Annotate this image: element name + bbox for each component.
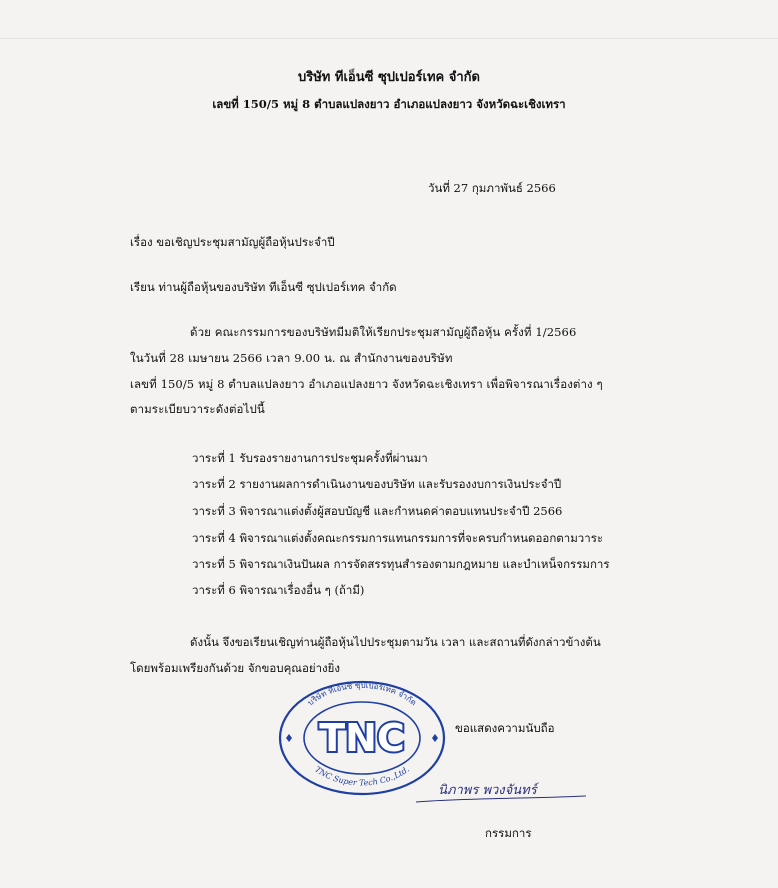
agenda-item: วาระที่ 2 รายงานผลการดำเนินงานของบริษัท และรับรองงบการเงินประจำปี (192, 477, 562, 491)
stamp-top-text: บริษัท ทีเอ็นซี ซุปเปอร์เทค จำกัด (305, 680, 419, 708)
letter-recipient: เรียน ท่านผู้ถือหุ้นของบริษัท ทีเอ็นซี ซุปเปอร์เทค จำกัด (130, 280, 397, 294)
agenda-item: วาระที่ 5 พิจารณาเงินปันผล การจัดสรรทุนสำรองตามกฎหมาย และบำเหน็จกรรมการ (192, 557, 610, 571)
signatory-role: กรรมการ (485, 826, 532, 840)
closing-line: ดังนั้น จึงขอเรียนเชิญท่านผู้ถือหุ้นไปประชุมตามวัน เวลา และสถานที่ดังกล่าวข้างต้น (190, 635, 601, 649)
body-line: เลขที่ 150/5 หมู่ 8 ตำบลแปลงยาว อำเภอแปลงยาว จังหวัดฉะเชิงเทรา เพื่อพิจารณาเรื่องต่าง ๆ (130, 377, 603, 391)
agenda-item: วาระที่ 3 พิจารณาแต่งตั้งผู้สอบบัญชี และกำหนดค่าตอบแทนประจำปี 2566 (192, 504, 563, 518)
paper-fold-line (0, 38, 778, 39)
body-line: ในวันที่ 28 เมษายน 2566 เวลา 9.00 น. ณ สำนักงานของบริษัท (130, 351, 453, 365)
letter-subject: เรื่อง ขอเชิญประชุมสามัญผู้ถือหุ้นประจำปี (130, 235, 335, 249)
stamp-bottom-text: TNC Super Tech Co.,Ltd. (313, 764, 411, 788)
agenda-item: วาระที่ 4 พิจารณาแต่งตั้งคณะกรรมการแทนกรรมการที่จะครบกำหนดออกตามวาระ (192, 531, 604, 545)
agenda-item: วาระที่ 6 พิจารณาเรื่องอื่น ๆ (ถ้ามี) (192, 583, 365, 597)
agenda-item: วาระที่ 1 รับรองรายงานการประชุมครั้งที่ผ่านมา (192, 451, 428, 465)
closing-line: โดยพร้อมเพรียงกันด้วย จักขอบคุณอย่างยิ่ง (130, 661, 341, 675)
stamp-logo-text: TNC (319, 716, 405, 760)
body-line: ด้วย คณะกรรมการของบริษัทมีมติให้เรียกประชุมสามัญผู้ถือหุ้น ครั้งที่ 1/2566 (190, 325, 577, 339)
signature-script: นิภาพร พวงจันทร์ (438, 783, 537, 798)
signature (410, 772, 590, 812)
regards-line: ขอแสดงความนับถือ (455, 721, 555, 735)
body-line: ตามระเบียบวาระดังต่อไปนี้ (130, 402, 265, 416)
company-name: บริษัท ทีเอ็นซี ซุปเปอร์เทค จำกัด (298, 70, 480, 85)
letter-date: วันที่ 27 กุมภาพันธ์ 2566 (428, 181, 556, 195)
company-address: เลขที่ 150/5 หมู่ 8 ตำบลแปลงยาว อำเภอแปลงยาว จังหวัดฉะเชิงเทรา (212, 97, 566, 111)
